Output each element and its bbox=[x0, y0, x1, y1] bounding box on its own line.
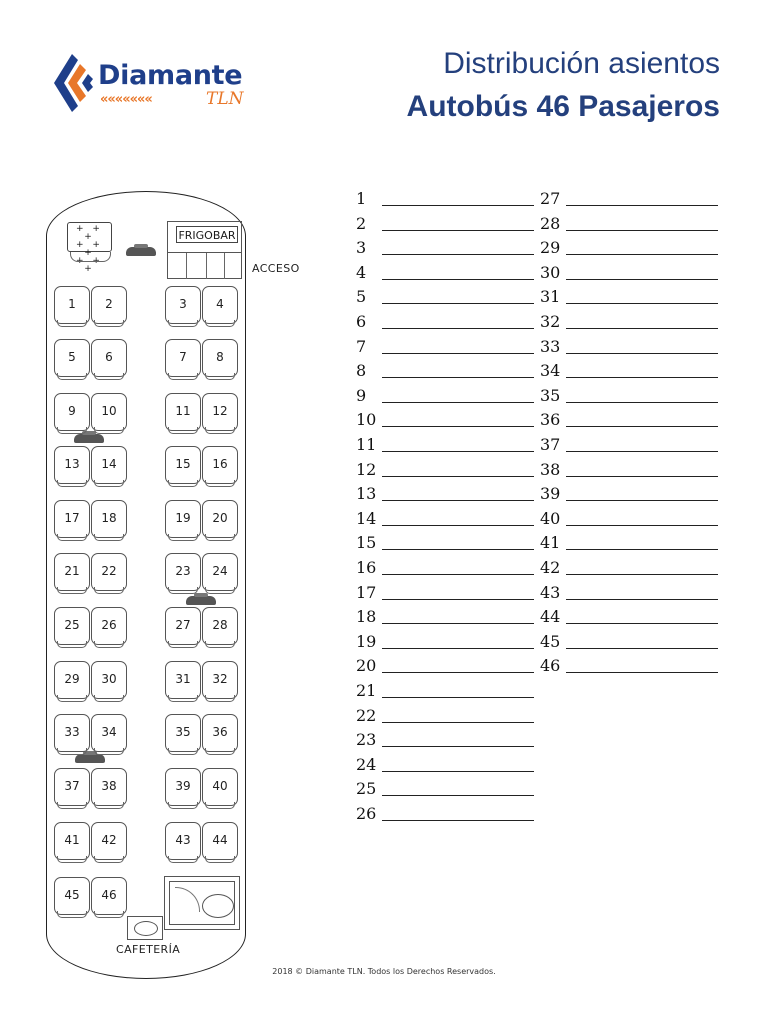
restroom-inner bbox=[169, 881, 235, 925]
seat-1 bbox=[54, 286, 90, 324]
name-blank-line bbox=[382, 683, 534, 698]
name-blank-line bbox=[382, 535, 534, 550]
access-steps bbox=[168, 252, 241, 280]
list-item bbox=[540, 189, 718, 213]
list-item bbox=[540, 558, 718, 582]
name-blank-line bbox=[566, 437, 718, 452]
list-item bbox=[356, 755, 534, 779]
list-item bbox=[356, 681, 534, 705]
name-blank-line bbox=[382, 757, 534, 772]
list-item bbox=[540, 214, 718, 238]
seat-number: 11 bbox=[175, 404, 191, 418]
list-number: 46 bbox=[540, 656, 561, 676]
seat-number: 33 bbox=[64, 725, 80, 739]
list-number: 14 bbox=[356, 508, 377, 528]
list-item bbox=[356, 263, 534, 287]
list-number: 26 bbox=[356, 804, 377, 823]
seat-33 bbox=[54, 714, 90, 752]
step-divider bbox=[186, 253, 187, 279]
list-number: 32 bbox=[540, 312, 561, 331]
seat-44 bbox=[202, 822, 238, 860]
logo-arrows: ««««««« bbox=[100, 92, 152, 107]
cafeteria-label: CAFETERÍA bbox=[116, 943, 181, 956]
seat-35 bbox=[165, 714, 201, 752]
name-blank-line bbox=[382, 732, 534, 747]
list-item bbox=[356, 730, 534, 754]
list-number: 45 bbox=[540, 631, 561, 651]
seat-11 bbox=[165, 393, 201, 431]
name-blank-line bbox=[566, 486, 718, 501]
list-number: 33 bbox=[540, 336, 561, 356]
name-blank-line bbox=[382, 658, 534, 673]
name-blank-line bbox=[382, 339, 534, 354]
name-blank-line bbox=[382, 634, 534, 649]
list-number: 25 bbox=[356, 779, 377, 799]
cafeteria-counter bbox=[127, 916, 163, 940]
list-item bbox=[540, 460, 718, 484]
seat-25 bbox=[54, 607, 90, 645]
seat-14 bbox=[91, 446, 127, 484]
list-number: 23 bbox=[356, 730, 377, 750]
seat-38 bbox=[91, 768, 127, 806]
seat-number: 12 bbox=[212, 404, 228, 418]
list-number: 29 bbox=[540, 238, 561, 258]
seat-number: 6 bbox=[105, 350, 113, 364]
seat-22 bbox=[91, 553, 127, 591]
name-blank-line bbox=[566, 191, 718, 206]
seat-number: 17 bbox=[64, 511, 80, 525]
name-blank-line bbox=[566, 658, 718, 673]
seat-24 bbox=[202, 553, 238, 591]
list-number: 38 bbox=[540, 459, 561, 479]
name-blank-line bbox=[566, 511, 718, 526]
list-number: 36 bbox=[540, 410, 561, 430]
seat-34 bbox=[91, 714, 127, 752]
name-blank-line bbox=[382, 462, 534, 477]
seat-number: 29 bbox=[64, 672, 80, 686]
seat-28 bbox=[202, 607, 238, 645]
step-divider bbox=[224, 253, 225, 279]
seat-2 bbox=[91, 286, 127, 324]
seat-9 bbox=[54, 393, 90, 431]
tv-screen-icon bbox=[186, 596, 216, 605]
frigobar-label: FRIGOBAR bbox=[178, 229, 236, 242]
seat-32 bbox=[202, 661, 238, 699]
seat-42 bbox=[91, 822, 127, 860]
seat-12 bbox=[202, 393, 238, 431]
name-blank-line bbox=[566, 609, 718, 624]
list-item bbox=[540, 238, 718, 262]
name-blank-line bbox=[382, 363, 534, 378]
list-item bbox=[356, 337, 534, 361]
frigobar-box bbox=[176, 226, 238, 243]
seat-19 bbox=[165, 500, 201, 538]
page-title-line1: Distribución asientos bbox=[443, 47, 720, 80]
seat-16 bbox=[202, 446, 238, 484]
seat-number: 36 bbox=[212, 725, 228, 739]
name-blank-line bbox=[566, 388, 718, 403]
seat-number: 20 bbox=[212, 511, 228, 525]
seat-number: 10 bbox=[101, 404, 117, 418]
seat-5 bbox=[54, 339, 90, 377]
name-blank-line bbox=[382, 486, 534, 501]
name-blank-line bbox=[382, 585, 534, 600]
restroom-door bbox=[175, 887, 200, 912]
list-number: 9 bbox=[356, 385, 367, 405]
list-number: 31 bbox=[540, 287, 561, 307]
list-item bbox=[356, 435, 534, 459]
seat-number: 39 bbox=[175, 779, 191, 793]
seat-23 bbox=[165, 553, 201, 591]
list-item bbox=[540, 386, 718, 410]
seat-number: 42 bbox=[101, 833, 117, 847]
seat-4 bbox=[202, 286, 238, 324]
list-item bbox=[540, 312, 718, 336]
step-divider bbox=[206, 253, 207, 279]
seat-number: 14 bbox=[101, 457, 117, 471]
name-blank-line bbox=[382, 216, 534, 231]
list-number: 4 bbox=[356, 262, 367, 282]
seat-number: 19 bbox=[175, 511, 191, 525]
list-number: 5 bbox=[356, 287, 367, 307]
driver-seat bbox=[67, 222, 112, 274]
list-item bbox=[540, 509, 718, 533]
seat-7 bbox=[165, 339, 201, 377]
frigobar-area bbox=[167, 221, 242, 279]
list-item bbox=[356, 484, 534, 508]
list-number: 3 bbox=[356, 238, 367, 258]
diamond-logo-icon bbox=[50, 52, 98, 114]
name-blank-line bbox=[566, 363, 718, 378]
list-item bbox=[356, 706, 534, 730]
name-blank-line bbox=[382, 708, 534, 723]
list-number: 7 bbox=[356, 336, 367, 356]
seat-number: 13 bbox=[64, 457, 80, 471]
seat-37 bbox=[54, 768, 90, 806]
seat-number: 30 bbox=[101, 672, 117, 686]
list-item bbox=[540, 410, 718, 434]
name-blank-line bbox=[382, 289, 534, 304]
seat-number: 28 bbox=[212, 618, 228, 632]
seat-31 bbox=[165, 661, 201, 699]
list-item bbox=[540, 435, 718, 459]
seat-number: 9 bbox=[68, 404, 76, 418]
list-number: 44 bbox=[540, 607, 561, 627]
seat-number: 21 bbox=[64, 564, 80, 578]
list-number: 16 bbox=[356, 558, 377, 577]
name-blank-line bbox=[382, 781, 534, 796]
list-number: 20 bbox=[356, 656, 377, 676]
company-logo bbox=[50, 52, 260, 114]
name-blank-line bbox=[382, 412, 534, 427]
list-number: 17 bbox=[356, 582, 377, 602]
name-blank-line bbox=[382, 437, 534, 452]
tv-screen-icon bbox=[74, 434, 104, 443]
name-blank-line bbox=[382, 240, 534, 255]
list-number: 12 bbox=[356, 459, 377, 479]
list-item bbox=[540, 361, 718, 385]
list-item bbox=[356, 460, 534, 484]
list-item bbox=[356, 361, 534, 385]
name-blank-line bbox=[382, 560, 534, 575]
list-item bbox=[356, 533, 534, 557]
seat-27 bbox=[165, 607, 201, 645]
seat-number: 40 bbox=[212, 779, 228, 793]
seat-17 bbox=[54, 500, 90, 538]
seat-26 bbox=[91, 607, 127, 645]
name-blank-line bbox=[566, 265, 718, 280]
list-number: 39 bbox=[540, 484, 561, 504]
list-item bbox=[356, 632, 534, 656]
list-item bbox=[356, 312, 534, 336]
restroom bbox=[164, 876, 240, 930]
name-blank-line bbox=[382, 191, 534, 206]
list-item bbox=[540, 656, 718, 680]
seat-number: 26 bbox=[101, 618, 117, 632]
footer-copyright: 2018 © Diamante TLN. Todos los Derechos Reservados. bbox=[272, 967, 496, 976]
seat-15 bbox=[165, 446, 201, 484]
list-item bbox=[356, 410, 534, 434]
name-blank-line bbox=[566, 634, 718, 649]
list-number: 6 bbox=[356, 312, 367, 331]
seat-number: 23 bbox=[175, 564, 191, 578]
list-number: 35 bbox=[540, 385, 561, 405]
seat-45 bbox=[54, 877, 90, 915]
list-item bbox=[540, 533, 718, 557]
name-blank-line bbox=[566, 314, 718, 329]
name-blank-line bbox=[566, 412, 718, 427]
list-number: 30 bbox=[540, 262, 561, 282]
name-blank-line bbox=[566, 462, 718, 477]
seat-number: 32 bbox=[212, 672, 228, 686]
list-item bbox=[356, 607, 534, 631]
list-item bbox=[356, 583, 534, 607]
seat-number: 16 bbox=[212, 457, 228, 471]
seat-10 bbox=[91, 393, 127, 431]
seat-number: 1 bbox=[68, 297, 76, 311]
seat-43 bbox=[165, 822, 201, 860]
seat-number: 35 bbox=[175, 725, 191, 739]
list-item bbox=[540, 484, 718, 508]
list-item bbox=[356, 779, 534, 803]
seat-number: 44 bbox=[212, 833, 228, 847]
list-item bbox=[356, 386, 534, 410]
list-number: 2 bbox=[356, 213, 367, 233]
name-blank-line bbox=[382, 314, 534, 329]
seat-number: 22 bbox=[101, 564, 117, 578]
name-blank-line bbox=[382, 806, 534, 821]
list-number: 34 bbox=[540, 361, 561, 381]
list-number: 10 bbox=[356, 410, 377, 430]
list-number: 19 bbox=[356, 631, 377, 651]
name-blank-line bbox=[566, 560, 718, 575]
seat-number: 41 bbox=[64, 833, 80, 847]
seat-21 bbox=[54, 553, 90, 591]
seat-number: 7 bbox=[179, 350, 187, 364]
seat-number: 37 bbox=[64, 779, 80, 793]
name-blank-line bbox=[566, 216, 718, 231]
list-number: 37 bbox=[540, 435, 561, 454]
driver-seat-base bbox=[70, 252, 111, 262]
seat-number: 43 bbox=[175, 833, 191, 847]
list-number: 42 bbox=[540, 558, 561, 577]
seat-number: 18 bbox=[101, 511, 117, 525]
seat-number: 27 bbox=[175, 618, 191, 632]
seat-number: 3 bbox=[179, 297, 187, 311]
name-blank-line bbox=[566, 289, 718, 304]
list-item bbox=[540, 337, 718, 361]
seat-3 bbox=[165, 286, 201, 324]
name-blank-line bbox=[566, 240, 718, 255]
toilet-icon bbox=[202, 894, 234, 918]
page-title-line2: Autobús 46 Pasajeros bbox=[406, 90, 720, 123]
list-number: 1 bbox=[356, 189, 367, 208]
list-item bbox=[356, 509, 534, 533]
seat-number: 31 bbox=[175, 672, 191, 686]
seat-13 bbox=[54, 446, 90, 484]
seat-number: 24 bbox=[212, 564, 228, 578]
seat-8 bbox=[202, 339, 238, 377]
driver-seat-cushion: + + + + + + + + + bbox=[67, 222, 112, 252]
seat-41 bbox=[54, 822, 90, 860]
list-item bbox=[356, 287, 534, 311]
name-blank-line bbox=[566, 535, 718, 550]
seat-29 bbox=[54, 661, 90, 699]
seat-20 bbox=[202, 500, 238, 538]
list-number: 27 bbox=[540, 189, 561, 208]
seat-number: 38 bbox=[101, 779, 117, 793]
seat-39 bbox=[165, 768, 201, 806]
list-item bbox=[356, 656, 534, 680]
seat-18 bbox=[91, 500, 127, 538]
name-blank-line bbox=[566, 585, 718, 600]
list-item bbox=[356, 189, 534, 213]
seat-30 bbox=[91, 661, 127, 699]
name-blank-line bbox=[382, 511, 534, 526]
list-number: 43 bbox=[540, 582, 561, 602]
logo-sub: TLN bbox=[206, 89, 244, 109]
seat-number: 34 bbox=[101, 725, 117, 739]
name-blank-line bbox=[566, 339, 718, 354]
list-item bbox=[356, 558, 534, 582]
logo-name: Diamante bbox=[98, 60, 243, 91]
list-number: 11 bbox=[356, 435, 377, 454]
access-label: ACCESO bbox=[252, 262, 300, 275]
seat-number: 46 bbox=[101, 888, 117, 902]
list-item bbox=[356, 238, 534, 262]
tv-screen-icon bbox=[75, 754, 105, 763]
seat-6 bbox=[91, 339, 127, 377]
list-item bbox=[356, 214, 534, 238]
list-number: 41 bbox=[540, 533, 561, 553]
seat-number: 4 bbox=[216, 297, 224, 311]
list-number: 8 bbox=[356, 361, 367, 381]
seat-number: 25 bbox=[64, 618, 80, 632]
list-number: 21 bbox=[356, 681, 377, 700]
seat-number: 5 bbox=[68, 350, 76, 364]
seat-40 bbox=[202, 768, 238, 806]
name-blank-line bbox=[382, 609, 534, 624]
list-number: 18 bbox=[356, 607, 377, 627]
list-number: 40 bbox=[540, 508, 561, 528]
list-item bbox=[540, 607, 718, 631]
name-blank-line bbox=[382, 265, 534, 280]
list-number: 13 bbox=[356, 484, 377, 504]
seat-number: 8 bbox=[216, 350, 224, 364]
list-item bbox=[540, 263, 718, 287]
list-item bbox=[540, 583, 718, 607]
tv-screen-icon bbox=[126, 247, 156, 256]
list-number: 28 bbox=[540, 213, 561, 233]
seat-number: 45 bbox=[64, 888, 80, 902]
list-item bbox=[540, 287, 718, 311]
seat-46 bbox=[91, 877, 127, 915]
list-item bbox=[356, 804, 534, 828]
list-item bbox=[540, 632, 718, 656]
seat-36 bbox=[202, 714, 238, 752]
seat-number: 15 bbox=[175, 457, 191, 471]
list-number: 15 bbox=[356, 533, 377, 553]
list-number: 22 bbox=[356, 705, 377, 725]
list-number: 24 bbox=[356, 754, 377, 774]
name-blank-line bbox=[382, 388, 534, 403]
seat-number: 2 bbox=[105, 297, 113, 311]
